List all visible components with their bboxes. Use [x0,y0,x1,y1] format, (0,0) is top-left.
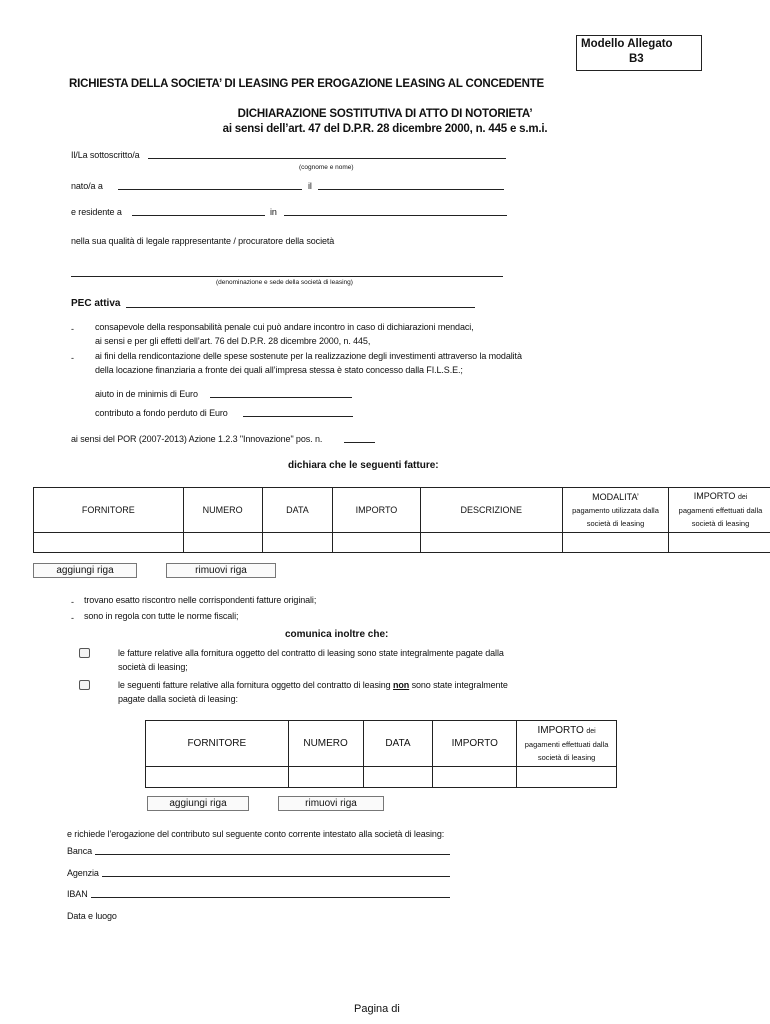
birthplace-field[interactable] [118,189,302,190]
iban-field[interactable] [91,897,450,898]
company-name-hint: (denominazione e sede della società di leasing) [216,279,353,286]
birthplace-label: nato/a a [71,181,103,191]
residence-address-field[interactable] [284,215,507,216]
statement-bullet-1: - [71,597,74,607]
iban-label: IBAN [67,889,88,899]
branch-label: Agenzia [67,868,99,878]
col-paid-amount-l2: pagamenti effettuati dalla [678,506,763,515]
invoices-heading: dichiara che le seguenti fatture: [288,460,439,471]
table-header-row [146,721,617,767]
col-paid-amount-l1-main: IMPORTO [693,491,736,501]
not-fully-paid-line1 [118,680,508,690]
model-label: Modello Allegato [581,38,673,50]
col-supplier: FORNITORE [146,721,289,767]
premise-bullet-2: - [71,353,74,363]
col-paid-amount-l2: pagamenti effettuati dalla [524,739,609,749]
document-title: RICHIESTA DELLA SOCIETA’ DI LEASING PER EROGAZIONE LEASING AL CONCEDENTE [69,78,545,90]
remove-row-button-2[interactable]: rimuovi riga [278,796,384,811]
premise-1-line2: ai sensi e per gli effetti dell’art. 76 del D.P.R. 28 dicembre 2000, n. 445, [95,336,371,346]
col-paid-amount [517,721,617,767]
residence-city-field[interactable] [132,215,265,216]
add-row-button-2[interactable]: aggiungi riga [147,796,249,811]
add-row-button[interactable]: aggiungi riga [33,563,137,578]
cell-paid-amount[interactable] [517,767,617,788]
model-code: B3 [629,53,644,65]
col-date: DATA [262,488,333,533]
cell-amount[interactable] [433,767,517,788]
declaration-subtitle: ai sensi dell’art. 47 del D.P.R. 28 dicembre 2000, n. 445 e s.m.i. [222,123,548,135]
residence-label: e residente a [71,207,122,217]
table-header-row [34,488,770,533]
col-amount: IMPORTO [333,488,420,533]
cell-paid-amount[interactable] [669,533,770,553]
bank-field[interactable] [95,854,450,855]
grant-field[interactable] [243,416,353,417]
pec-field[interactable] [126,307,475,308]
col-description: DESCRIZIONE [420,488,562,533]
not-fully-paid-line1-a: le seguenti fatture relative alla fornitura oggetto del contratto di leasing [118,680,391,690]
table-row[interactable] [34,533,770,553]
premise-2-line2: della locazione finanziaria a fronte dei quali all’impresa stessa è stato concesso dalla FI.L.S.E.; [95,365,463,375]
col-paid-amount-l3: società di leasing [537,752,596,762]
col-payment-method-l2: pagamento utilizzata dalla [572,505,659,515]
col-paid-amount-l1-suffix: dei [586,727,596,735]
residence-address-label: in [270,207,277,217]
model-box [576,35,702,71]
pec-label: PEC attiva [71,298,121,309]
col-date: DATA [363,721,433,767]
not-emphasis: non [392,680,410,690]
premise-2-line1: ai fini della rendicontazione delle spese sostenute per la realizzazione degli investimenti attraverso la modalità [95,351,522,361]
col-paid-amount-l1 [519,724,614,738]
communicates-heading: comunica inoltre che: [285,629,389,640]
role-statement: nella sua qualità di legale rappresentante / procuratore della società [71,236,335,246]
statement-bullet-2: - [71,613,74,623]
birthdate-field[interactable] [318,189,504,190]
bank-intro: e richiede l’erogazione del contributo sul seguente conto corrente intestato alla società di leasing: [67,829,445,839]
de-minimis-field[interactable] [210,397,352,398]
branch-field[interactable] [102,876,450,877]
page-number: Pagina di [354,1003,400,1015]
not-fully-paid-line2: pagate dalla società di leasing: [118,694,238,704]
col-number: NUMERO [288,721,363,767]
col-amount: IMPORTO [433,721,517,767]
grant-label: contributo a fondo perduto di Euro [95,408,228,418]
col-supplier: FORNITORE [34,488,184,533]
col-payment-method-l1: MODALITA’ [592,491,639,502]
cell-number[interactable] [183,533,262,553]
col-paid-amount-l1-main: IMPORTO [537,724,584,736]
fully-paid-line2: società di leasing; [118,662,188,672]
position-number-field[interactable] [344,442,375,443]
company-name-field[interactable] [71,276,503,277]
statement-2: sono in regola con tutte le norme fiscali; [84,611,239,621]
col-paid-amount-l1 [671,490,770,504]
col-number: NUMERO [183,488,262,533]
col-payment-method [563,488,669,533]
cell-payment-method[interactable] [563,533,669,553]
fully-paid-checkbox[interactable] [79,648,90,658]
signatory-name-field[interactable] [148,158,506,159]
cell-date[interactable] [363,767,433,788]
por-reference: ai sensi del POR (2007-2013) Azione 1.2.3 "Innovazione" pos. n. [71,434,323,444]
de-minimis-label: aiuto in de minimis di Euro [95,389,198,399]
remove-row-button[interactable]: rimuovi riga [166,563,276,578]
not-fully-paid-line1-b: sono state integralmente [411,680,508,690]
not-fully-paid-checkbox[interactable] [79,680,90,690]
premise-1-line1: consapevole della responsabilità penale cui può andare incontro in caso di dichiarazioni mendaci, [95,322,474,332]
date-place-label: Data e luogo [67,911,117,921]
cell-date[interactable] [262,533,333,553]
signatory-name-hint: (cognome e nome) [299,164,354,171]
fully-paid-line1: le fatture relative alla fornitura oggetto del contratto di leasing sono state integralmente pagate dalla [118,648,504,658]
premise-bullet-1: - [71,324,74,334]
col-paid-amount-l1-suffix: dei [737,494,748,501]
statement-1: trovano esatto riscontro nelle corrispondenti fatture originali; [84,595,317,605]
cell-description[interactable] [420,533,562,553]
bank-label: Banca [67,846,93,856]
declaration-title: DICHIARAZIONE SOSTITUTIVA DI ATTO DI NOTORIETA’ [237,108,533,120]
cell-supplier[interactable] [146,767,289,788]
unpaid-invoices-table [145,720,617,788]
col-paid-amount-l3: società di leasing [691,519,750,528]
table-row[interactable] [146,767,617,788]
cell-number[interactable] [288,767,363,788]
col-paid-amount [669,488,770,533]
birthdate-label: il [308,181,312,191]
invoices-table [33,487,770,553]
cell-amount[interactable] [333,533,420,553]
signatory-label: Il/La sottoscritto/a [71,150,140,160]
col-payment-method-l3: società di leasing [586,518,645,528]
cell-supplier[interactable] [34,533,184,553]
